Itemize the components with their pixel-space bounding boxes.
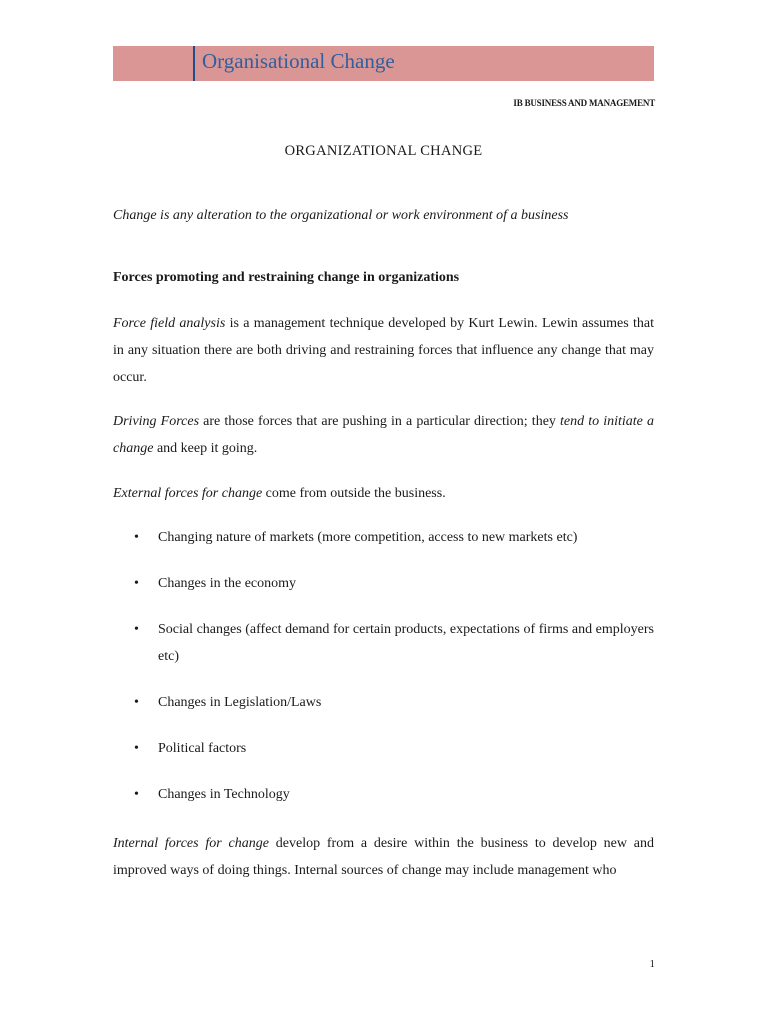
driving-forces-term: Driving Forces [113, 414, 200, 429]
list-item: • Changes in the economy [113, 570, 654, 597]
header-title: Organisational Change [202, 49, 395, 73]
bullet-icon: • [134, 741, 139, 756]
list-item: • Social changes (affect demand for certain products, expectations of firms and employers etc) [113, 616, 654, 670]
external-forces-list [113, 524, 654, 808]
list-item: • Changes in Legislation/Laws [113, 689, 654, 716]
external-forces-text: come from outside the business. [262, 486, 446, 501]
bullet-icon: • [134, 695, 139, 710]
driving-forces-text-2: and keep it going. [153, 441, 258, 456]
section-heading-text: Forces promoting and restraining change in organizations [113, 270, 460, 285]
external-forces-term: External forces for change [113, 486, 263, 501]
bullet-icon: • [134, 787, 139, 802]
force-field-paragraph [113, 310, 654, 391]
driving-forces-paragraph [113, 408, 654, 462]
force-field-term: Force field analysis [113, 316, 226, 331]
definition-paragraph [113, 202, 654, 229]
force-field-text: is a management technique developed by Kurt Lewin. Lewin assumes that in any situation there are both driving and restraining forces that influence any change that may occur. [113, 316, 654, 385]
bullet-icon: • [134, 530, 139, 545]
driving-forces-emphasis: tend to initiate a change [113, 414, 654, 456]
internal-forces-paragraph [113, 830, 654, 884]
definition-text: Change is any alteration to the organizational or work environment of a business [113, 208, 569, 223]
list-item: • Changes in Technology [113, 781, 654, 808]
section-heading [113, 264, 654, 291]
page-number: 1 [649, 958, 655, 970]
bullet-icon: • [134, 622, 139, 637]
header-accent-rule [193, 46, 195, 81]
document-heading: ORGANIZATIONAL CHANGE [284, 143, 483, 159]
bullet-icon: • [134, 576, 139, 591]
list-item: • Changing nature of markets (more competition, access to new markets etc) [113, 524, 654, 551]
internal-forces-text: develop from a desire within the business to develop new and improved ways of doing things. Internal sources of change may include management who [113, 836, 654, 878]
list-item: • Political factors [113, 735, 654, 762]
internal-forces-term: Internal forces for change [113, 836, 269, 851]
driving-forces-text-1: are those forces that are pushing in a particular direction; they [199, 414, 561, 429]
subject-label: IB BUSINESS AND MANAGEMENT [513, 98, 655, 108]
header-banner [113, 46, 654, 81]
external-forces-paragraph [113, 480, 654, 507]
